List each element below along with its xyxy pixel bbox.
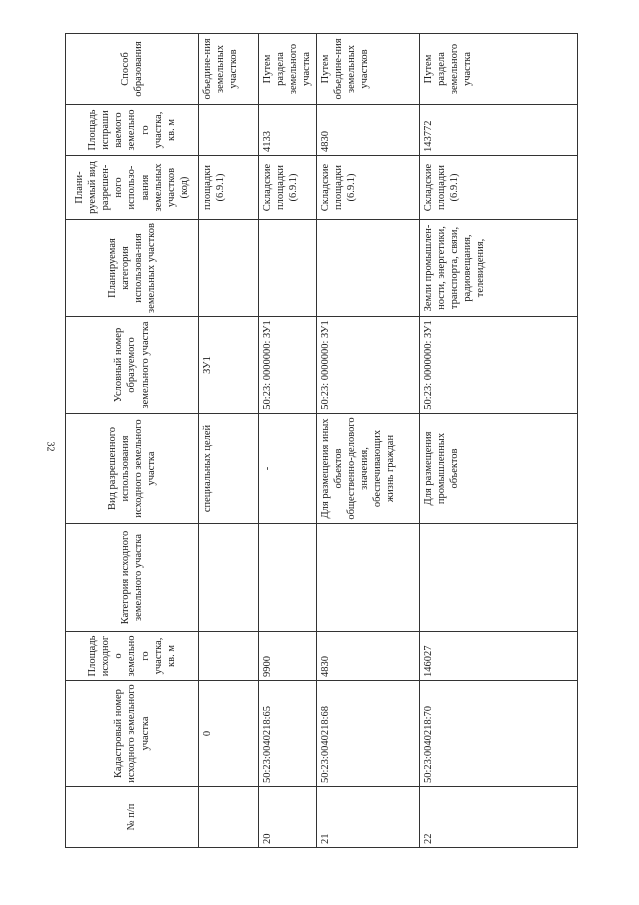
header-source-area: Площадь исходного земельного участка, кв. м — [66, 632, 199, 681]
land-plots-table — [65, 33, 578, 848]
table-row — [199, 34, 259, 848]
table-row — [259, 34, 317, 848]
table-header-row — [66, 34, 199, 848]
header-planned-category: Планируемая категория использова-ния земельных участков — [66, 220, 199, 317]
cell-new-plot-number: 50:23: 0000000: ЗУ1 — [316, 317, 419, 414]
cell-requested-area: 4830 — [316, 105, 419, 156]
cell-num — [199, 787, 259, 848]
cell-requested-area: 4133 — [259, 105, 317, 156]
cell-new-plot-number: 50:23: 0000000: ЗУ1 — [419, 317, 577, 414]
cell-formation-method: Путем раздела земельного участка — [259, 34, 317, 105]
cell-source-category — [419, 524, 577, 632]
cell-source-use: Для размещения иных объектов общественно-делового значения, обеспечивающих жизнь граждан — [316, 414, 419, 524]
cell-cadastral-number: 50:23:0040218:68 — [316, 681, 419, 787]
rotated-table-frame — [65, 34, 576, 848]
cell-num: 20 — [259, 787, 317, 848]
cell-source-area: 4830 — [316, 632, 419, 681]
cell-source-area: 9900 — [259, 632, 317, 681]
cell-source-area — [199, 632, 259, 681]
cell-planned-category — [259, 220, 317, 317]
cell-formation-method: объедине-ния земельных участков — [199, 34, 259, 105]
header-cadastral-number: Кадастровый номер исходного земельного участка — [66, 681, 199, 787]
cell-requested-area: 143772 — [419, 105, 577, 156]
cell-planned-use: Складские площадки (6.9.1) — [259, 156, 317, 220]
cell-new-plot-number: 50:23: 0000000: ЗУ1 — [259, 317, 317, 414]
cell-planned-category: Земли промышлен-ности, энергетики, транспорта, связи, радиовещания, телевидения, — [419, 220, 577, 317]
cell-source-category — [199, 524, 259, 632]
cell-formation-method: Путем раздела земельного участка — [419, 34, 577, 105]
cell-planned-category — [316, 220, 419, 317]
cell-source-area: 146027 — [419, 632, 577, 681]
cell-source-use: специальных целей — [199, 414, 259, 524]
cell-cadastral-number: 50:23:0040218:70 — [419, 681, 577, 787]
table-row — [419, 34, 577, 848]
header-num: № п/п — [66, 787, 199, 848]
cell-cadastral-number: 0 — [199, 681, 259, 787]
cell-source-use: - — [259, 414, 317, 524]
cell-source-use: Для размещения промышленных объектов — [419, 414, 577, 524]
header-new-plot-number: Условный номер образуемого земельного участка — [66, 317, 199, 414]
cell-requested-area — [199, 105, 259, 156]
header-planned-use: Плани-руемый вид разрешен-ного использо-вания земельных участков (код) — [66, 156, 199, 220]
table-row — [316, 34, 419, 848]
cell-new-plot-number: ЗУ1 — [199, 317, 259, 414]
header-formation-method: Способ образования — [66, 34, 199, 105]
header-source-category: Категория исходного земельного участка — [66, 524, 199, 632]
cell-planned-use: Складские площадки (6.9.1) — [419, 156, 577, 220]
cell-num: 22 — [419, 787, 577, 848]
page-number: 32 — [44, 441, 56, 452]
cell-source-category — [259, 524, 317, 632]
cell-num: 21 — [316, 787, 419, 848]
cell-source-category — [316, 524, 419, 632]
header-source-use: Вид разрешенного использования исходного земельного участка — [66, 414, 199, 524]
cell-planned-use: Складские площадки (6.9.1) — [316, 156, 419, 220]
cell-planned-use: площадки (6.9.1) — [199, 156, 259, 220]
cell-planned-category — [199, 220, 259, 317]
header-requested-area: Площадь испрашиваемого земельного участка, кв. м — [66, 105, 199, 156]
cell-formation-method: Путем объедине-ния земельных участков — [316, 34, 419, 105]
cell-cadastral-number: 50:23:0040218:65 — [259, 681, 317, 787]
